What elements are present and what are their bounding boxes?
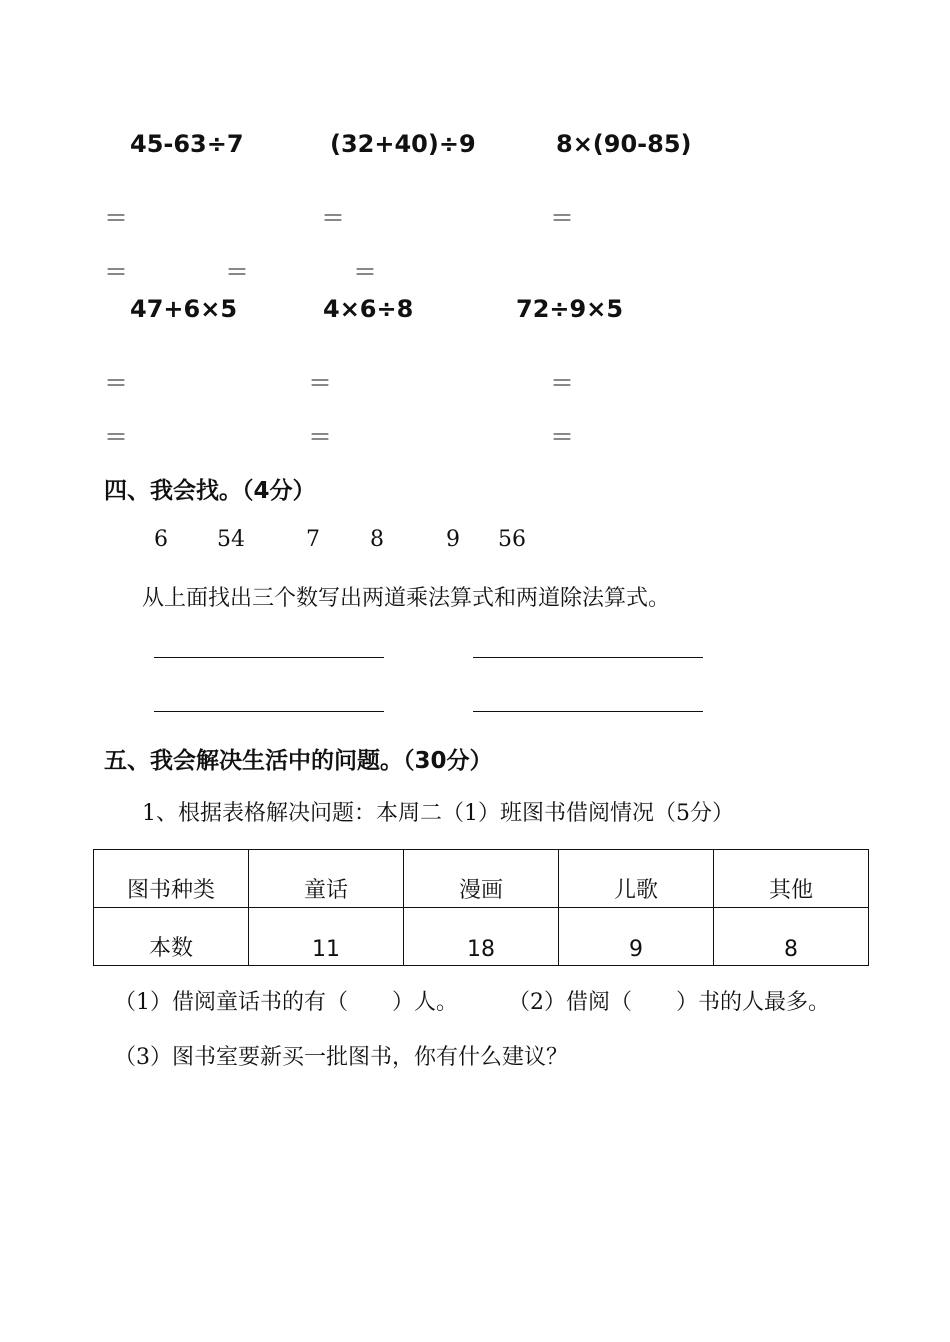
table-cell: 童话: [249, 850, 404, 908]
section-4-instruction: 从上面找出三个数写出两道乘法算式和两道除法算式。: [142, 586, 671, 611]
expression-4: 47+6×5: [130, 295, 238, 323]
equals-sign: ＝: [550, 423, 574, 451]
expression-1: 45-63÷7: [130, 130, 244, 158]
sub-question-3: （3）图书室要新买一批图书，你有什么建议？: [114, 1045, 568, 1070]
answer-line: [154, 657, 384, 658]
table-cell: 8: [714, 908, 869, 966]
equals-sign: ＝: [353, 258, 377, 286]
table-row: [94, 908, 869, 966]
expression-6: 72÷9×5: [516, 295, 624, 323]
book-borrowing-table: [93, 849, 869, 966]
equals-sign: ＝: [104, 258, 128, 286]
answer-line: [473, 711, 703, 712]
number-item: 56: [498, 527, 526, 552]
equals-sign: ＝: [225, 258, 249, 286]
sub-question-1: （1）借阅童话书的有（ ）人。: [114, 990, 458, 1015]
table-header-row: [94, 850, 869, 908]
table-cell: 本数: [94, 908, 249, 966]
equals-sign: ＝: [104, 423, 128, 451]
equals-sign: ＝: [321, 204, 345, 232]
table-cell: 18: [404, 908, 559, 966]
expression-2: (32+40)÷9: [330, 130, 476, 158]
answer-line: [154, 711, 384, 712]
number-item: 8: [370, 527, 384, 552]
table-cell: 9: [559, 908, 714, 966]
equals-sign: ＝: [550, 204, 574, 232]
equals-sign: ＝: [308, 423, 332, 451]
table-cell: 11: [249, 908, 404, 966]
table-cell: 图书种类: [94, 850, 249, 908]
sub-question-2: （2）借阅（ ）书的人最多。: [508, 990, 830, 1015]
number-item: 6: [154, 527, 168, 552]
question-1-text: 1、根据表格解决问题：本周二（1）班图书借阅情况（5分）: [142, 801, 734, 826]
number-item: 9: [446, 527, 460, 552]
equals-sign: ＝: [308, 369, 332, 397]
section-4-title: 四、我会找。（4分）: [104, 478, 316, 504]
equals-sign: ＝: [550, 369, 574, 397]
expression-3: 8×(90-85): [556, 130, 692, 158]
expression-5: 4×6÷8: [323, 295, 414, 323]
section-5-title: 五、我会解决生活中的问题。（30分）: [104, 748, 493, 774]
equals-sign: ＝: [104, 369, 128, 397]
table-cell: 其他: [714, 850, 869, 908]
answer-line: [473, 657, 703, 658]
number-item: 7: [306, 527, 320, 552]
table-cell: 儿歌: [559, 850, 714, 908]
number-item: 54: [217, 527, 245, 552]
equals-sign: ＝: [104, 204, 128, 232]
table-cell: 漫画: [404, 850, 559, 908]
